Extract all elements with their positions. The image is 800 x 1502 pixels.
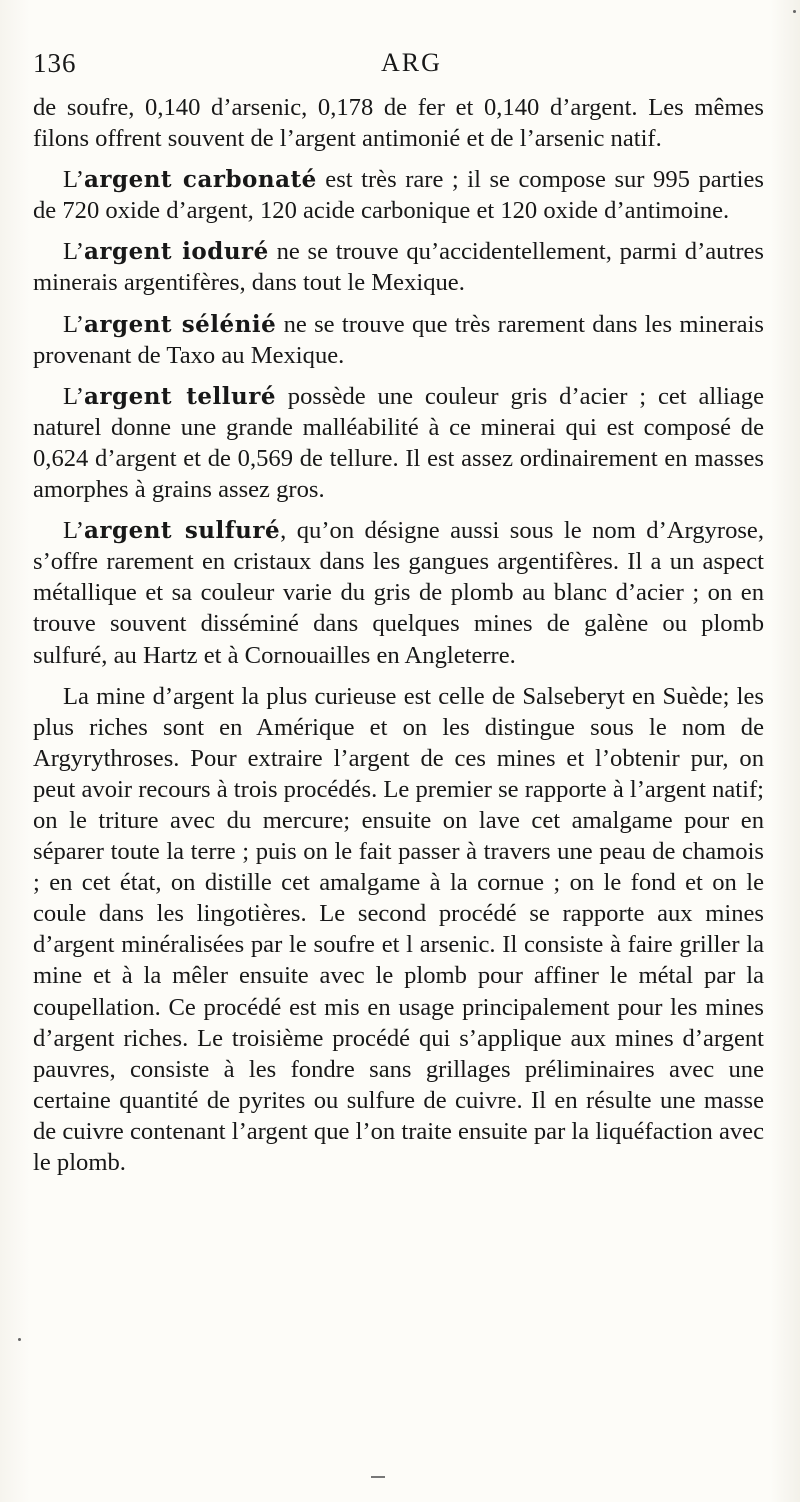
page-number: 136	[33, 48, 77, 78]
ink-speck	[793, 10, 796, 13]
paragraph-argent-sulfure	[33, 515, 764, 670]
body-text	[33, 92, 764, 1188]
article-lead: L’	[63, 238, 84, 266]
running-head: ARG	[381, 48, 442, 77]
term-argent-tellure: argent telluré	[83, 382, 276, 410]
article-lead: L’	[63, 382, 84, 410]
paragraph-body: ne se trouve qu’accidentellement, parmi d’autres minerais argentifères, dans tout le Mexique.	[33, 238, 764, 297]
term-argent-carbonate: argent carbonaté	[83, 166, 317, 194]
paragraph-body: est très rare ; il se compose sur 995 parties de 720 oxide d’argent, 120 acide carbonique et 120 oxide d’antimoine.	[33, 166, 764, 225]
page-header	[33, 48, 763, 84]
paragraph-argent-tellure	[33, 381, 764, 505]
paragraph-continuation: de soufre, 0,140 d’arsenic, 0,178 de fer et 0,140 d’argent. Les mêmes filons offrent souvent de l’argent antimonié et de l’arsenic natif.	[33, 94, 764, 153]
signature-mark	[371, 1476, 385, 1478]
paragraph-body: ne se trouve que très rarement dans les minerais provenant de Taxo au Mexique.	[33, 310, 765, 369]
article-lead: L’	[63, 310, 84, 338]
paragraph-mines-procedes: La mine d’argent la plus curieuse est celle de Salseberyt en Suède; les plus riches sont en Amérique et on les distingue sous le nom de Argyrythroses. Pour extraire l’argent de ces mines et l’obtenir pur, on peut avoir recours à trois procédés. Le premier se rapporte à l’argent natif; on le triture avec du mercure; ensuite on lave cet amalgame pour en séparer toute la terre ; puis on le fait passer à travers une peau de chamois ; en cet état, on distille cet amalgame à la cornue ; on le fond et on le coule dans les lingotières. Le second procédé se rapporte aux mines d’argent minéralisées par le soufre et l arsenic. Il consiste à faire griller la mine et à la mêler ensuite avec le plomb pour affiner le métal par la coupellation. Ce procédé est mis en usage principalement pour les mines d’argent riches. Le troisième procédé qui s’applique aux mines d’argent pauvres, consiste à les fondre sans grillages préliminaires avec une certaine quantité de pyrites ou sulfure de cuivre. Il en résulte une masse de cuivre contenant l’argent que l’on traite ensuite par la liquéfaction avec le plomb.	[33, 682, 764, 1176]
paragraph-body: , qu’on désigne aussi sous le nom d’Argyrose, s’offre rarement en cristaux dans les gangues argentifères. Il a un aspect métallique et sa couleur varie du gris de plomb au blanc d’acier ; on en trouve souvent disséminé dans quelques mines de galène ou plomb sulfuré, au Hartz et à Cornouailles en Angleterre.	[33, 517, 765, 669]
paragraph-argent-iodure	[33, 236, 764, 298]
term-argent-iodure: argent ioduré	[83, 238, 269, 266]
paragraph-body: possède une couleur gris d’acier ; cet alliage naturel donne une grande malléabilité à ce minerai qui est composé de 0,624 d’argent et de 0,569 de tellure. Il est assez ordinairement en masses amorphes à grains assez gros.	[33, 382, 765, 504]
ink-speck	[18, 1338, 21, 1341]
article-lead: L’	[63, 517, 84, 545]
term-argent-sulfure: argent sulfuré	[83, 517, 281, 545]
paragraph-argent-carbonate	[33, 164, 764, 226]
term-argent-selenie: argent sélénié	[83, 310, 277, 338]
paragraph-argent-selenie	[33, 309, 764, 371]
article-lead: L’	[63, 166, 84, 194]
